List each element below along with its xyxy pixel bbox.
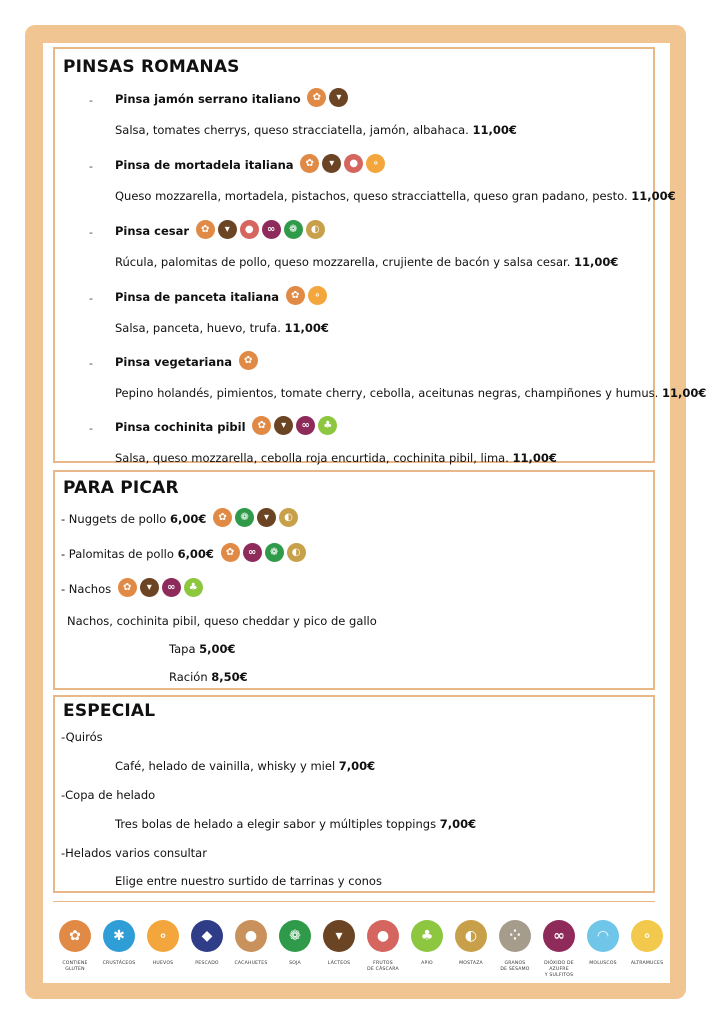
lacteos-icon: ▾ — [323, 920, 355, 952]
huevos-icon: ∘ — [308, 286, 327, 305]
item-price: 11,00€ — [631, 189, 676, 203]
lacteos-icon: ▾ — [257, 508, 276, 527]
item-description: Elige entre nuestro surtido de tarrinas y conos — [115, 874, 382, 888]
mostaza-icon: ◐ — [306, 220, 325, 239]
menu-item-palomitas — [61, 545, 306, 564]
legend-label: CACAHUETES — [234, 961, 268, 966]
item-name: Pinsa vegetariana — [115, 355, 233, 369]
legend-item — [579, 920, 627, 967]
item-price: 11,00€ — [512, 451, 557, 465]
item-dash: - — [89, 292, 93, 305]
item-description: Rúcula, palomitas de pollo, queso mozzarella, crujiente de bacón y salsa cesar. 11,00€ — [115, 255, 619, 269]
gluten-icon: ✿ — [307, 88, 326, 107]
item-price: 6,00€ — [177, 547, 214, 561]
item-description: Salsa, panceta, huevo, trufa. 11,00€ — [115, 321, 329, 335]
menu-item-helados: -Helados varios consultar — [61, 846, 207, 860]
frutos-cascara-icon: ● — [367, 920, 399, 952]
legend-item — [447, 920, 495, 967]
moluscos-icon: ◠ — [587, 920, 619, 952]
lacteos-icon: ▾ — [329, 88, 348, 107]
item-dash: - — [89, 226, 93, 239]
legend-label: APIO — [421, 961, 433, 966]
legend-label: MOSTAZA — [459, 961, 483, 966]
item-name: - Nuggets de pollo — [61, 512, 167, 526]
menu-item-cesar — [115, 222, 325, 241]
item-dash: - — [89, 94, 93, 107]
sulfitos-icon: ∞ — [262, 220, 281, 239]
legend-label: MOLUSCOS — [589, 961, 617, 966]
apio-icon: ♣ — [411, 920, 443, 952]
gluten-icon: ✿ — [221, 543, 240, 562]
gluten-icon: ✿ — [300, 154, 319, 173]
item-description: Salsa, queso mozzarella, cebolla roja encurtida, cochinita pibil, lima. 11,00€ — [115, 451, 557, 465]
legend-item — [491, 920, 539, 973]
legend-item — [183, 920, 231, 967]
lacteos-icon: ▾ — [140, 578, 159, 597]
legend-item — [271, 920, 319, 967]
item-name: Pinsa de panceta italiana — [115, 290, 280, 304]
item-description: Salsa, tomates cherrys, queso stracciatella, jamón, albahaca. 11,00€ — [115, 123, 517, 137]
soja-icon: ❁ — [265, 543, 284, 562]
menu-item-vegetariana — [115, 353, 258, 372]
legend-label: PESCADO — [195, 961, 219, 966]
legend-item — [51, 920, 99, 973]
item-price: 11,00€ — [661, 386, 707, 400]
apio-icon: ♣ — [184, 578, 203, 597]
legend-label: CRUSTÁCEOS — [102, 961, 136, 966]
item-name: Pinsa jamón serrano italiano — [115, 92, 301, 106]
item-description: Nachos, cochinita pibil, queso cheddar y pico de gallo — [67, 614, 377, 628]
mostaza-icon: ◐ — [287, 543, 306, 562]
menu-item-cochinita — [115, 418, 337, 437]
legend-label: ALTRAMUCES — [630, 961, 664, 966]
legend-item — [227, 920, 275, 967]
sulfitos-icon: ∞ — [543, 920, 575, 952]
legend-item — [315, 920, 363, 967]
gluten-icon: ✿ — [59, 920, 91, 952]
lacteos-icon: ▾ — [274, 416, 293, 435]
soja-icon: ❁ — [284, 220, 303, 239]
gluten-icon: ✿ — [118, 578, 137, 597]
item-name: - Nachos — [61, 582, 112, 596]
mostaza-icon: ◐ — [455, 920, 487, 952]
legend-item — [403, 920, 451, 967]
item-dash: - — [89, 422, 93, 435]
huevos-icon: ∘ — [366, 154, 385, 173]
legend-item — [535, 920, 583, 979]
separator-line — [53, 901, 655, 902]
legend-label: DIÓXIDO DE AZUFRE Y SULFITOS — [544, 961, 574, 978]
racion-price-line: Ración 8,50€ — [169, 670, 248, 684]
soja-icon: ❁ — [235, 508, 254, 527]
section-title-especial: ESPECIAL — [63, 701, 156, 721]
legend-label: SOJA — [289, 961, 301, 966]
item-description: Tres bolas de helado a elegir sabor y múltiples toppings 7,00€ — [115, 817, 477, 831]
item-name: - Palomitas de pollo — [61, 547, 174, 561]
lacteos-icon: ▾ — [322, 154, 341, 173]
item-dash: - — [89, 357, 93, 370]
mostaza-icon: ◐ — [279, 508, 298, 527]
item-price: 11,00€ — [284, 321, 329, 335]
menu-item-nachos — [61, 580, 203, 599]
item-description: Queso mozzarella, mortadela, pistachos, queso stracciattella, queso gran padano, pesto. 11,00€ — [115, 189, 676, 203]
menu-item-mortadela — [115, 156, 385, 175]
item-price: 7,00€ — [439, 817, 477, 831]
section-picar — [53, 470, 655, 690]
altramuces-icon: ∘ — [631, 920, 663, 952]
item-price: 6,00€ — [169, 512, 207, 526]
legend-label: LÁCTEOS — [327, 961, 351, 966]
huevos-icon: ∘ — [147, 920, 179, 952]
section-pinsas — [53, 47, 707, 465]
section-especial — [53, 695, 655, 893]
item-name: Pinsa de mortadela italiana — [115, 158, 294, 172]
legend-label: FRUTOS DE CÁSCARA — [367, 961, 399, 972]
menu-page — [43, 43, 707, 983]
legend-item — [359, 920, 407, 973]
frutos-cascara-icon: ● — [240, 220, 259, 239]
item-name: Pinsa cesar — [115, 224, 190, 238]
legend-item — [139, 920, 187, 967]
item-dash: - — [89, 160, 93, 173]
pescado-icon: ◆ — [191, 920, 223, 952]
frutos-cascara-icon: ● — [344, 154, 363, 173]
menu-item-jamon — [115, 90, 348, 109]
section-title-pinsas: PINSAS ROMANAS — [63, 57, 240, 77]
soja-icon: ❁ — [279, 920, 311, 952]
gluten-icon: ✿ — [286, 286, 305, 305]
legend-label: HUEVOS — [152, 961, 174, 966]
item-price: 11,00€ — [574, 255, 619, 269]
sesamo-icon: ⁘ — [499, 920, 531, 952]
sulfitos-icon: ∞ — [243, 543, 262, 562]
tapa-price-line: Tapa 5,00€ — [169, 642, 236, 656]
item-name: Pinsa cochinita pibil — [115, 420, 246, 434]
menu-item-panceta — [115, 288, 327, 307]
apio-icon: ♣ — [318, 416, 337, 435]
item-price: 7,00€ — [338, 759, 376, 773]
crustaceos-icon: ✱ — [103, 920, 135, 952]
sulfitos-icon: ∞ — [162, 578, 181, 597]
menu-item-copa: -Copa de helado — [61, 788, 156, 802]
item-price: 11,00€ — [472, 123, 517, 137]
gluten-icon: ✿ — [252, 416, 271, 435]
menu-item-nuggets — [61, 510, 298, 529]
item-description: Pepino holandés, pimientos, tomate cherry, cebolla, aceitunas negras, champiñones y humus. 11,00€ — [115, 386, 707, 400]
menu-item-quiros: -Quirós — [61, 730, 103, 744]
sulfitos-icon: ∞ — [296, 416, 315, 435]
menu-frame — [25, 25, 707, 999]
cacahuetes-icon: ● — [235, 920, 267, 952]
legend-label: CONTIENE GLUTEN — [62, 961, 88, 972]
section-title-picar: PARA PICAR — [63, 478, 179, 498]
legend-label: GRANOS DE SÉSAMO — [500, 961, 530, 972]
gluten-icon: ✿ — [196, 220, 215, 239]
legend-item — [623, 920, 671, 967]
lacteos-icon: ▾ — [218, 220, 237, 239]
gluten-icon: ✿ — [239, 351, 258, 370]
item-description: Café, helado de vainilla, whisky y miel 7,00€ — [115, 759, 376, 773]
legend-item — [95, 920, 143, 967]
gluten-icon: ✿ — [213, 508, 232, 527]
